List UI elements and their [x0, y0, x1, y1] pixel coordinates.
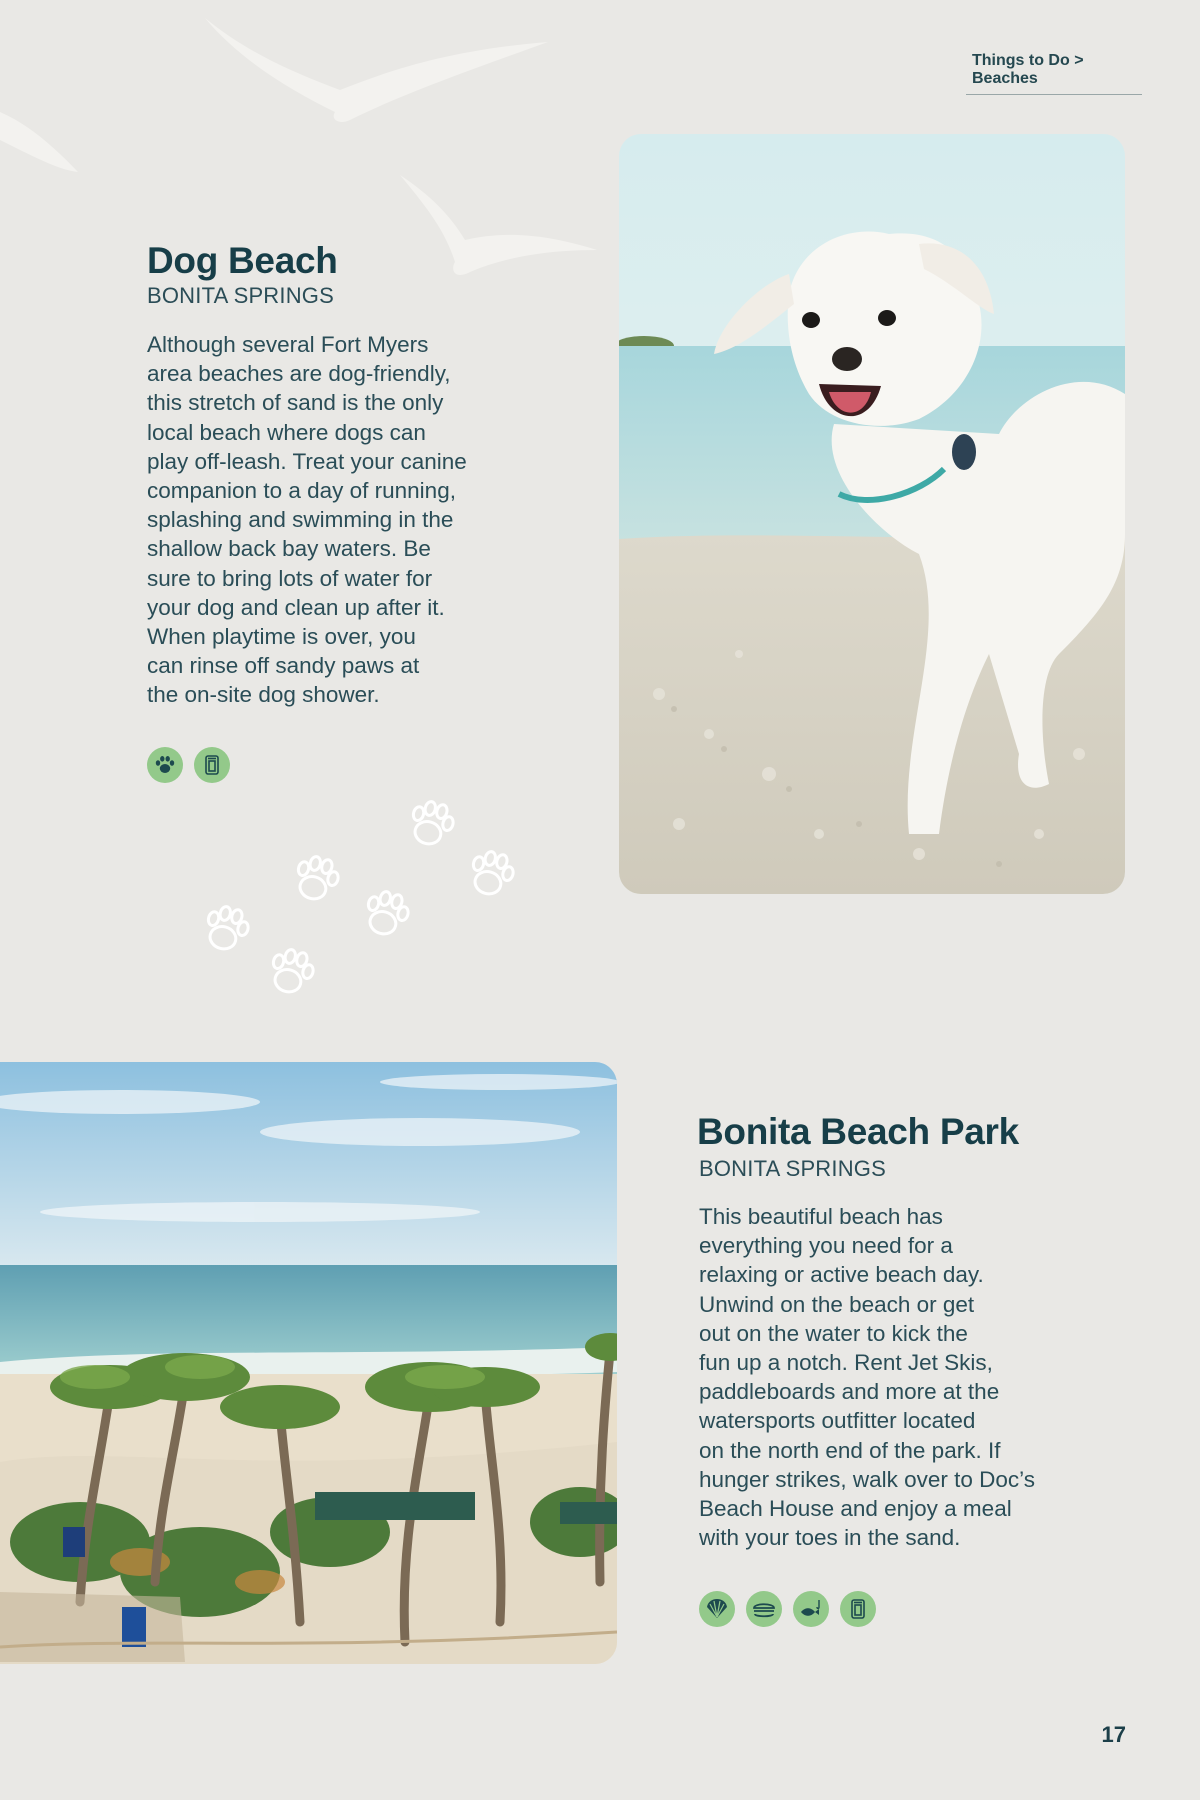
body-line: with your toes in the sand.: [699, 1525, 961, 1551]
dog-beach-photo: [619, 134, 1125, 894]
section-title: Bonita Beach Park: [697, 1111, 1019, 1152]
body-line: on the north end of the park. If: [699, 1437, 1001, 1463]
body-line: everything you need for a: [699, 1233, 953, 1259]
section-title: Dog Beach: [147, 240, 338, 281]
body-line: fun up a notch. Rent Jet Skis,: [699, 1350, 993, 1376]
bonita-beach-park-photo: [0, 1062, 617, 1664]
shell-icon: [699, 1591, 735, 1627]
amenity-icons: [699, 1591, 876, 1627]
body-line: relaxing or active beach day.: [699, 1262, 984, 1288]
paw-icon: [147, 747, 183, 783]
body-line: splashing and swimming in the: [147, 507, 454, 533]
amenity-icons: [147, 747, 230, 783]
body-line: This beautiful beach has: [699, 1204, 943, 1229]
body-line: this stretch of sand is the only: [147, 390, 444, 416]
section-body: [147, 330, 507, 710]
body-line: play off-leash. Treat your canine: [147, 448, 467, 474]
food-icon: [746, 1591, 782, 1627]
body-line: watersports outfitter located: [699, 1408, 976, 1434]
body-line: out on the water to kick the: [699, 1320, 968, 1346]
breadcrumb: Things to Do > Beaches: [966, 52, 1142, 95]
paw-prints-decoration: [180, 785, 540, 1015]
section-body: [699, 1202, 1079, 1552]
body-line: paddleboards and more at the: [699, 1379, 1000, 1405]
restroom-icon: [194, 747, 230, 783]
body-line: the on-site dog shower.: [147, 682, 380, 708]
body-line: your dog and clean up after it.: [147, 594, 445, 620]
body-line: local beach where dogs can: [147, 419, 426, 445]
body-line: Unwind on the beach or get: [699, 1291, 975, 1317]
body-line: companion to a day of running,: [147, 478, 456, 504]
section-location: BONITA SPRINGS: [699, 1156, 886, 1181]
section-location: BONITA SPRINGS: [147, 283, 334, 308]
body-line: can rinse off sandy paws at: [147, 653, 420, 679]
body-line: shallow back bay waters. Be: [147, 536, 431, 562]
fishing-icon: [793, 1591, 829, 1627]
restroom-icon: [840, 1591, 876, 1627]
page-number: 17: [1101, 1722, 1126, 1747]
body-line: hunger strikes, walk over to Doc’s: [699, 1466, 1035, 1492]
body-line: Beach House and enjoy a meal: [699, 1496, 1012, 1522]
body-line: When playtime is over, you: [147, 624, 416, 650]
body-line: area beaches are dog-friendly,: [147, 361, 451, 387]
body-line: Although several Fort Myers: [147, 332, 429, 357]
body-line: sure to bring lots of water for: [147, 565, 433, 591]
